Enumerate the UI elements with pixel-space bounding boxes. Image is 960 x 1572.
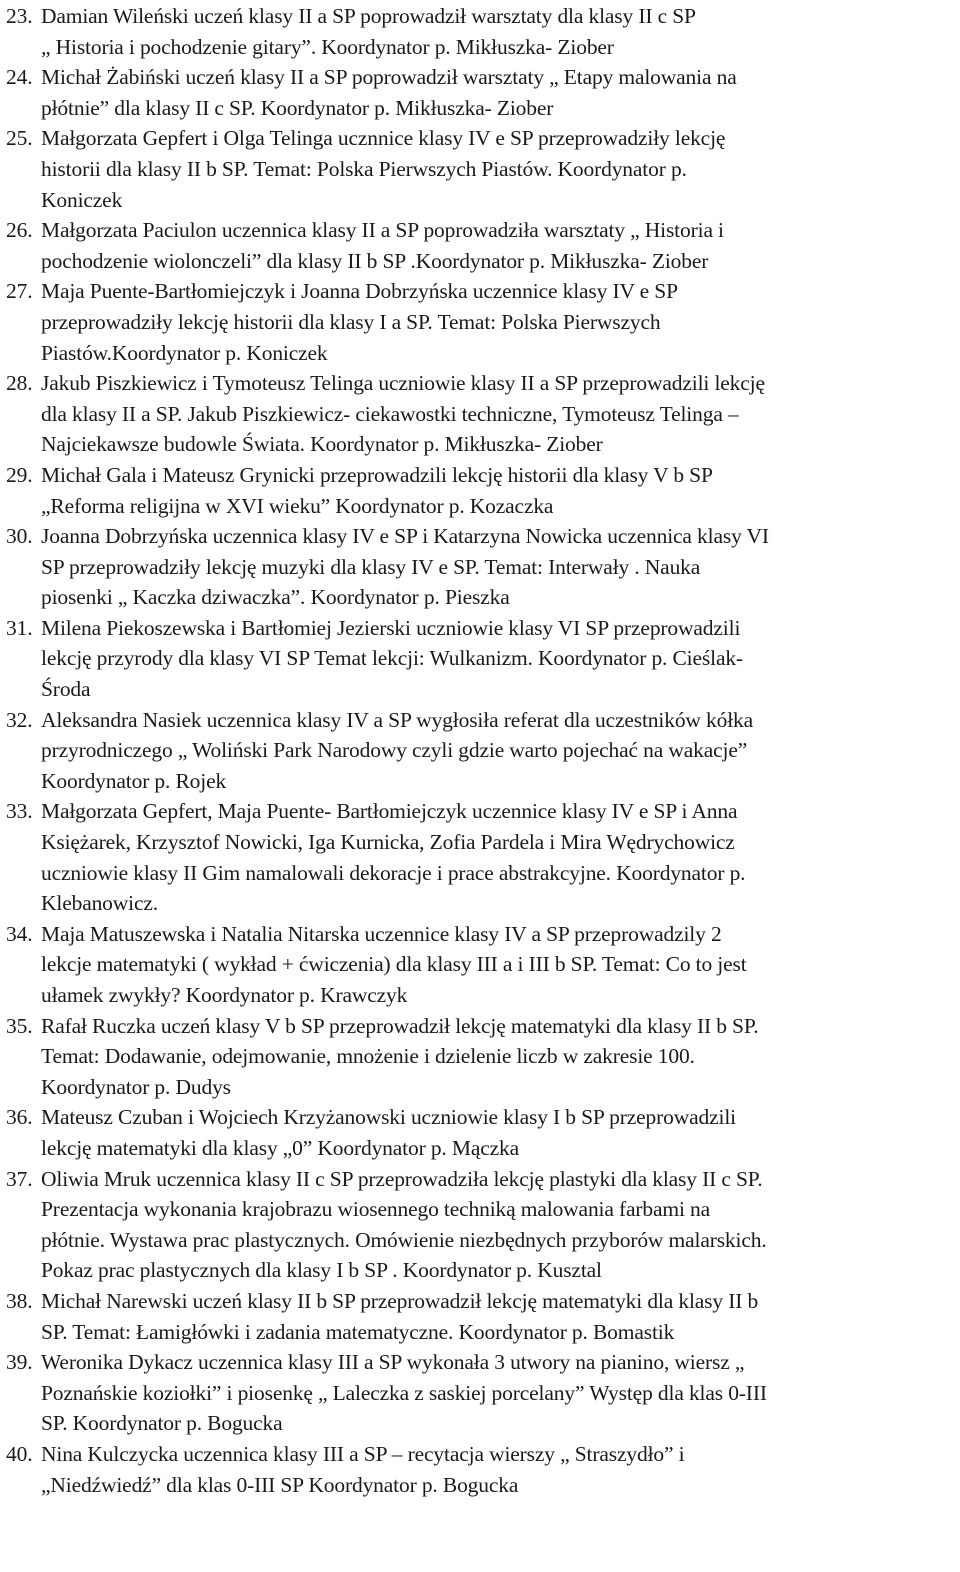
item-text-line: Damian Wileński uczeń klasy II a SP poprowadził warsztaty dla klasy II c SP [41,4,696,28]
item-number: 35. [6,1013,33,1038]
item-text-line: Małgorzata Gepfert i Olga Telinga ucznnice klasy IV e SP przeprowadziły lekcję [41,126,726,151]
list-item [0,613,960,705]
item-text-line: historii dla klasy II b SP. Temat: Polska Pierwszych Piastów. Koordynator p. [41,156,687,181]
list-item [0,1102,960,1163]
list-item [0,1011,960,1103]
item-number: 25. [6,126,33,151]
item-number: 40. [6,1441,33,1466]
item-text-line: płótnie” dla klasy II c SP. Koordynator p. Mikłuszka- Ziober [41,95,554,120]
item-number: 26. [6,218,33,243]
item-number: 28. [6,371,33,396]
list-item [0,1164,960,1286]
list-item [0,1439,960,1500]
item-number: 23. [6,4,33,28]
item-text-line: Mateusz Czuban i Wojciech Krzyżanowski uczniowie klasy I b SP przeprowadzili [41,1105,736,1130]
item-text-line: Prezentacja wykonania krajobrazu wiosennego techniką malowania farbami na [41,1197,710,1222]
item-text-line: Michał Narewski uczeń klasy II b SP przeprowadził lekcję matematyki dla klasy II b [41,1288,759,1313]
item-text-line: przeprowadziły lekcję historii dla klasy I a SP. Temat: Polska Pierwszych [41,309,661,334]
item-text-line: Rafał Ruczka uczeń klasy V b SP przeprowadził lekcję matematyki dla klasy II b SP. [41,1013,759,1038]
item-text-line: SP. Temat: Łamigłówki i zadania matematyczne. Koordynator p. Bomastik [41,1319,675,1344]
item-text-line: Temat: Dodawanie, odejmowanie, mnożenie i dzielenie liczb w zakresie 100. [41,1044,695,1069]
list-item [0,796,960,918]
item-text-line: Księżarek, Krzysztof Nowicki, Iga Kurnicka, Zofia Pardela i Mira Wędrychowicz [41,830,735,855]
item-text-line: Nina Kulczycka uczennica klasy III a SP – recytacja wierszy „ Straszydło” i [41,1441,685,1466]
item-text-line: Michał Żabiński uczeń klasy II a SP poprowadził warsztaty „ Etapy malowania na [41,65,737,90]
list-item [0,919,960,1011]
list-item [0,460,960,521]
item-text-line: Środa [41,677,91,702]
list-item [0,521,960,613]
item-number: 29. [6,462,33,487]
list-item [0,123,960,215]
item-text-line: Klebanowicz. [41,891,158,916]
item-number: 34. [6,921,33,946]
item-text-line: Milena Piekoszewska i Bartłomiej Jezierski uczniowie klasy VI SP przeprowadzili [41,615,741,640]
item-text-line: Weronika Dykacz uczennica klasy III a SP wykonała 3 utwory na pianino, wiersz „ [41,1350,745,1375]
item-text-line: Maja Puente-Bartłomiejczyk i Joanna Dobrzyńska uczennice klasy IV e SP [41,279,678,304]
list-item [0,1286,960,1347]
item-text-line: Jakub Piszkiewicz i Tymoteusz Telinga uczniowie klasy II a SP przeprowadzili lekcję [41,371,765,396]
item-text-line: Maja Matuszewska i Natalia Nitarska uczennice klasy IV a SP przeprowadzily 2 [41,921,722,946]
item-text-line: „Niedźwiedź” dla klas 0-III SP Koordynator p. Bogucka [41,1472,519,1497]
item-text-line: Koordynator p. Rojek [41,768,227,793]
item-number: 27. [6,279,33,304]
item-text-line: Koordynator p. Dudys [41,1074,231,1099]
list-item [0,276,960,368]
item-text-line: przyrodniczego „ Woliński Park Narodowy czyli gdzie warto pojechać na wakacje” [41,738,748,763]
list-item [0,368,960,460]
item-text-line: dla klasy II a SP. Jakub Piszkiewicz- ciekawostki techniczne, Tymoteusz Telinga – [41,401,739,426]
item-number: 30. [6,524,33,549]
item-text-line: „Reforma religijna w XVI wieku” Koordynator p. Kozaczka [41,493,554,518]
item-number: 37. [6,1166,33,1191]
item-number: 32. [6,707,33,732]
item-text-line: SP przeprowadziły lekcję muzyki dla klasy IV e SP. Temat: Interwały . Nauka [41,554,701,579]
item-text-line: pochodzenie wiolonczeli” dla klasy II b SP .Koordynator p. Mikłuszka- Ziober [41,248,709,273]
item-text-line: Aleksandra Nasiek uczennica klasy IV a SP wygłosiła referat dla uczestników kółka [41,707,754,732]
list-item [0,705,960,797]
list-item [0,62,960,123]
item-text-line: Joanna Dobrzyńska uczennica klasy IV e SP i Katarzyna Nowicka uczennica klasy VI [41,524,769,549]
item-number: 38. [6,1288,33,1313]
item-text-line: Najciekawsze budowle Świata. Koordynator p. Mikłuszka- Ziober [41,432,603,457]
list-item [0,1,960,62]
item-number: 39. [6,1350,33,1375]
item-number: 33. [6,799,33,824]
item-text-line: Koniczek [41,187,123,212]
item-text-line: lekcję matematyki dla klasy „0” Koordynator p. Mączka [41,1135,520,1160]
item-number: 31. [6,615,33,640]
item-text-line: lekcje matematyki ( wykład + ćwiczenia) dla klasy III a i III b SP. Temat: Co to jest [41,952,747,977]
item-text-line: płótnie. Wystawa prac plastycznych. Omówienie niezbędnych przyborów malarskich. [41,1227,767,1252]
item-text-line: uczniowie klasy II Gim namalowali dekoracje i prace abstrakcyjne. Koordynator p. [41,860,746,885]
item-text-line: piosenki „ Kaczka dziwaczka”. Koordynator p. Pieszka [41,585,510,610]
document-page [0,1,960,1500]
item-text-line: Małgorzata Paciulon uczennica klasy II a SP poprowadziła warsztaty „ Historia i [41,218,724,243]
list-item [0,215,960,276]
item-text-line: lekcję przyrody dla klasy VI SP Temat lekcji: Wulkanizm. Koordynator p. Cieślak- [41,646,743,671]
item-text-line: SP. Koordynator p. Bogucka [41,1411,283,1436]
item-number: 36. [6,1105,33,1130]
item-text-line: Małgorzata Gepfert, Maja Puente- Bartłomiejczyk uczennice klasy IV e SP i Anna [41,799,738,824]
item-text-line: ułamek zwykły? Koordynator p. Krawczyk [41,983,408,1007]
item-text-line: Michał Gala i Mateusz Grynicki przeprowadzili lekcję historii dla klasy V b SP [41,462,713,487]
list-item [0,1347,960,1439]
item-text-line: Piastów.Koordynator p. Koniczek [41,340,328,365]
item-number: 24. [6,65,33,90]
item-text-line: „ Historia i pochodzenie gitary”. Koordynator p. Mikłuszka- Ziober [41,34,614,59]
item-text-line: Pokaz prac plastycznych dla klasy I b SP . Koordynator p. Kusztal [41,1258,602,1283]
item-text-line: Oliwia Mruk uczennica klasy II c SP przeprowadziła lekcję plastyki dla klasy II c SP. [41,1166,763,1191]
item-text-line: Poznańskie koziołki” i piosenkę „ Laleczka z saskiej porcelany” Występ dla klas 0-III [41,1380,767,1405]
